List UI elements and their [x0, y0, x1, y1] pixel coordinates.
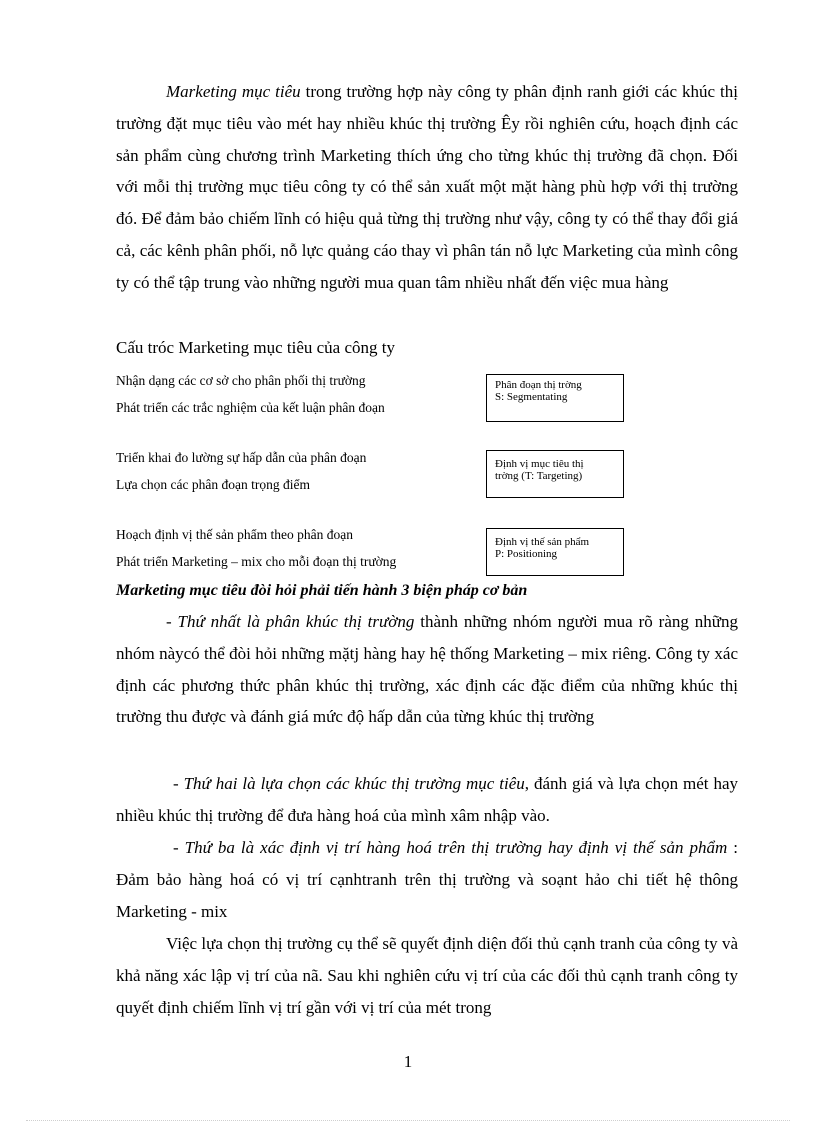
paragraph-thu-nhat	[116, 606, 738, 733]
paragraph-italic-lead: Marketing mục tiêu	[166, 82, 301, 101]
paragraph-text: trong trường hợp này công ty phân định ranh giới các khúc thị trường đặt mục tiêu vào mét hay nhiều khúc thị trường Êy rồi nghiên cứu, hoạch định các sản phẩm cùng chương trình Marketing thích ứng cho từng khúc thị trường đã chọn. Đối với mỗi thị trường mục tiêu công ty có thể sản xuất một mặt hàng phù hợp với thị trường đó. Để đảm bảo chiếm lĩnh có hiệu quả từng thị trường như vậy, công ty có thể thay đổi giá cả, các kênh phân phối, nỗ lực quảng cáo thay vì phân tán nỗ lực Marketing của mình công ty có thể tập trung vào những người mua quan tâm nhiều nhất đến việc mua hàng	[116, 82, 738, 292]
section-heading: Marketing mục tiêu đòi hỏi phải tiến hành 3 biện pháp cơ bản	[116, 582, 528, 599]
box-line: Phân đoạn thị trờng	[495, 379, 582, 391]
page-number: 1	[403, 1052, 413, 1071]
paragraph-thu-hai	[116, 768, 738, 832]
paragraph-italic-lead: - Thứ nhất là phân khúc thị trường	[166, 612, 415, 631]
structure-row-5: Hoạch định vị thế sản phẩm theo phân đoạn	[116, 527, 353, 542]
paragraph-thu-ba	[116, 832, 738, 927]
box-line: Định vị thế sản phẩm	[495, 536, 590, 548]
structure-row-4: Lựa chọn các phân đoạn trọng điểm	[116, 477, 310, 492]
structure-row-2: Phát triển các trắc nghiệm của kết luận phân đoạn	[116, 400, 385, 415]
structure-row-3: Triển khai đo lường sự hấp dẫn của phân đoạn	[116, 450, 367, 465]
box-line: S: Segmentating	[495, 391, 568, 403]
box-positioning	[486, 528, 624, 576]
structure-title: Cấu tróc Marketing mục tiêu của công ty	[116, 338, 395, 357]
paragraph-viec-lua-chon: Việc lựa chọn thị trường cụ thể sẽ quyết định diện đối thủ cạnh tranh của công ty và khả năng xác lập vị trí của nã. Sau khi nghiên cứu vị trí của các đối thủ cạnh tranh công ty quyết định chiếm lĩnh vị trí gần với vị trí của mét trong	[116, 934, 738, 1017]
paragraph-text: : Đảm bảo hàng hoá có vị trí cạnhtranh trên thị trường và soạnt hảo chi tiết hệ thông Marketing - mix	[116, 838, 738, 921]
box-line: Định vị mục tiêu thị	[495, 458, 584, 470]
box-segmentating	[486, 374, 624, 422]
paragraph-text: , đánh giá và lựa chọn mét hay nhiều khúc thị trường để đưa hàng hoá của mình xâm nhập vào.	[116, 774, 738, 825]
box-targeting	[486, 450, 624, 498]
structure-row-1: Nhận dạng các cơ sở cho phân phối thị trường	[116, 373, 366, 388]
box-line: P: Positioning	[495, 548, 558, 560]
box-line: trờng (T: Targeting)	[495, 470, 583, 482]
footer-divider	[26, 1120, 790, 1121]
paragraph-marketing-muc-tieu	[116, 76, 738, 299]
structure-row-6: Phát triển Marketing – mix cho mỗi đoạn thị trường	[116, 554, 397, 569]
paragraph-text: thành những nhóm người mua rõ ràng những nhóm nàycó thể đòi hỏi những mặtj hàng hay hệ thống Marketing – mix riêng. Công ty xác định các phương thức phân khúc thị trường, xác định các đặc điểm của những khúc thị trường thu được và đánh giá mức độ hấp dẫn của từng khúc thị trường	[116, 612, 739, 727]
paragraph-italic-lead: - Thứ hai là lựa chọn các khúc thị trường mục tiêu	[173, 774, 525, 793]
paragraph-italic-lead: - Thứ ba là xác định vị trí hàng hoá trên thị trường hay định vị thế sản phẩm	[173, 838, 728, 857]
